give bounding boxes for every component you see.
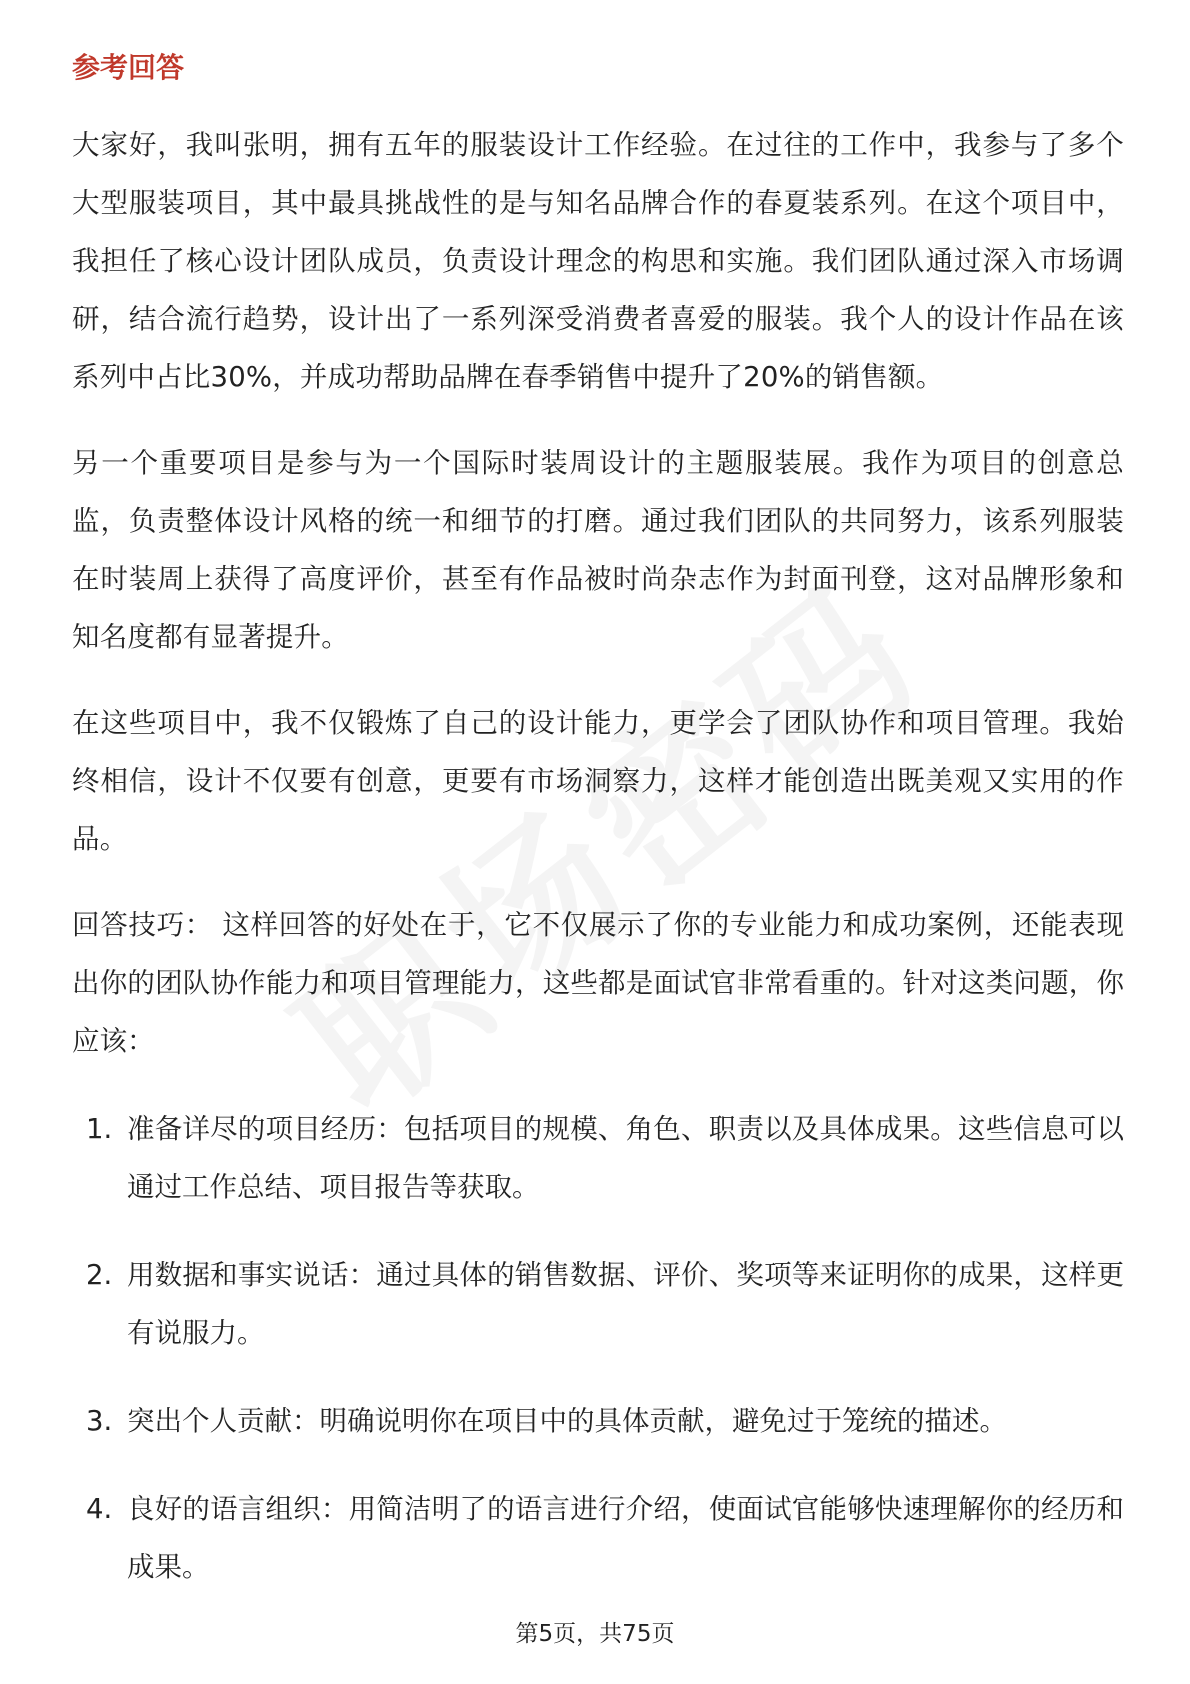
list-item (72, 1100, 1124, 1216)
list-item-number: 2. (86, 1259, 113, 1291)
list-item-text: 用数据和事实说话：通过具体的销售数据、评价、奖项等来证明你的成果，这样更有说服力。 (127, 1259, 1124, 1349)
answer-paragraph-3: 在这些项目中，我不仅锻炼了自己的设计能力，更学会了团队协作和项目管理。我始终相信，设计不仅要有创意，更要有市场洞察力，这样才能创造出既美观又实用的作品。 (72, 707, 1124, 855)
list-item-text: 突出个人贡献：明确说明你在项目中的具体贡献，避免过于笼统的描述。 (127, 1405, 1007, 1437)
list-item (72, 1246, 1124, 1362)
list-item-text: 良好的语言组织：用简洁明了的语言进行介绍，使面试官能够快速理解你的经历和成果。 (127, 1493, 1124, 1583)
answer-content (72, 116, 1124, 1626)
list-item-number: 4. (86, 1493, 113, 1525)
page-footer: 第5页，共75页 (515, 1621, 675, 1647)
list-item (72, 1392, 1124, 1450)
answer-paragraph-1: 大家好，我叫张明，拥有五年的服装设计工作经验。在过往的工作中，我参与了多个大型服装项目，其中最具挑战性的是与知名品牌合作的春夏装系列。在这个项目中，我担任了核心设计团队成员，负责设计理念的构思和实施。我们团队通过深入市场调研，结合流行趋势，设计出了一系列深受消费者喜爱的服装。我个人的设计作品在该系列中占比30%，并成功帮助品牌在春季销售中提升了20%的销售额。 (72, 129, 1124, 393)
list-item-number: 3. (86, 1405, 113, 1437)
answer-tips: 回答技巧： 这样回答的好处在于，它不仅展示了你的专业能力和成功案例，还能表现出你的团队协作能力和项目管理能力，这些都是面试官非常看重的。针对这类问题，你应该： (72, 909, 1124, 1057)
section-heading: 参考回答 (72, 51, 185, 84)
list-item (72, 1480, 1124, 1596)
list-item-number: 1. (86, 1113, 113, 1145)
answer-paragraph-2: 另一个重要项目是参与为一个国际时装周设计的主题服装展。我作为项目的创意总监，负责整体设计风格的统一和细节的打磨。通过我们团队的共同努力，该系列服装在时装周上获得了高度评价，甚至有作品被时尚杂志作为封面刊登，这对品牌形象和知名度都有显著提升。 (72, 447, 1124, 653)
tips-list (72, 1100, 1124, 1596)
list-item-text: 准备详尽的项目经历：包括项目的规模、角色、职责以及具体成果。这些信息可以通过工作总结、项目报告等获取。 (127, 1113, 1124, 1203)
